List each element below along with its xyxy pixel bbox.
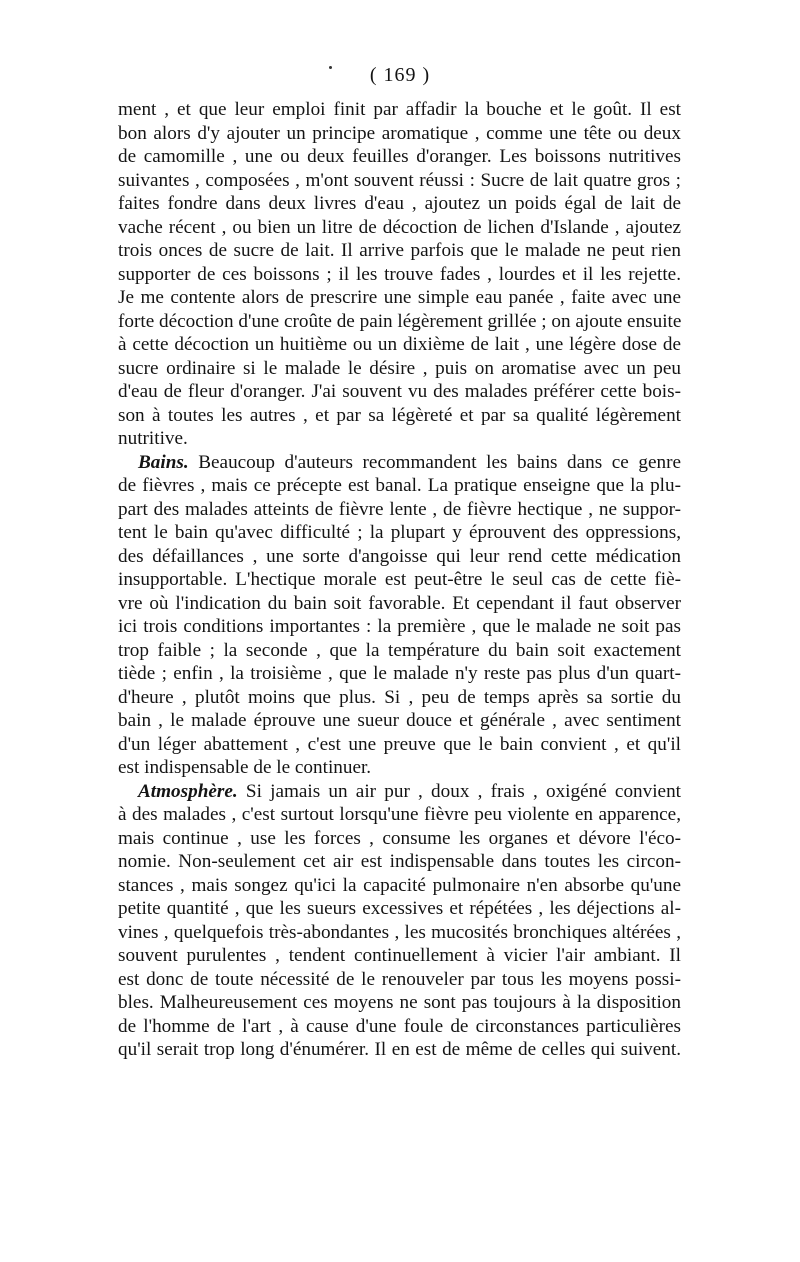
- text-line-rest: Si jamais un air pur , doux , frais , oxigéné convient: [237, 780, 681, 802]
- text-line: petite quantité , que les sueurs excessives et répétées , les déjections al-: [118, 898, 681, 919]
- text-line-rest: Beaucoup d'auteurs recommandent les bains dans ce genre: [188, 451, 681, 473]
- text-line: bain , le malade éprouve une sueur douce et générale , avec sentiment: [118, 710, 681, 731]
- text-line: vache récent , ou bien un litre de décoction de lichen d'Islande , ajoutez: [118, 216, 681, 238]
- text-line: vre où l'indication du bain soit favorable. Et cependant il faut observer: [118, 592, 681, 614]
- text-line: de camomille , une ou deux feuilles d'oranger. Les boissons nutritives: [118, 146, 681, 167]
- text-line: d'eau de fleur d'oranger. J'ai souvent vu des malades préférer cette bois-: [118, 381, 681, 402]
- text-line: nutritive.: [118, 428, 188, 449]
- text-line: bles. Malheureusement ces moyens ne sont pas toujours à la disposition: [118, 992, 681, 1013]
- text-line: part des malades atteints de fièvre lente , de fièvre hectique , ne suppor-: [118, 498, 681, 520]
- text-line: trop faible ; la seconde , que la température du bain soit exactement: [118, 639, 681, 661]
- text-line: bon alors d'y ajouter un principe aromatique , comme une tête ou deux: [118, 122, 681, 144]
- paragraph-bains: [118, 451, 681, 780]
- text-line: d'heure , plutôt moins que plus. Si , peu de temps après sa sortie du: [118, 686, 681, 708]
- text-line: son à toutes les autres , et par sa légèreté et par sa qualité légèrement: [118, 404, 681, 426]
- text-line: à des malades , c'est surtout lorsqu'une fièvre peu violente en apparence,: [118, 804, 681, 825]
- text-line: Je me contente alors de prescrire une simple eau panée , faite avec une: [118, 287, 681, 308]
- text-line: souvent purulentes , tendent continuellement à vicier l'air ambiant. Il: [118, 945, 681, 966]
- text-line: insupportable. L'hectique morale est peut-être le seul cas de cette fiè-: [118, 569, 681, 590]
- text-line: supporter de ces boissons ; il les trouve fades , lourdes et il les rejette.: [118, 263, 681, 285]
- text-line: est indispensable de le continuer.: [118, 757, 372, 778]
- text-line: ment , et que leur emploi finit par affadir la bouche et le goût. Il est: [118, 99, 681, 120]
- body-text: [118, 98, 681, 1062]
- text-line: qu'il serait trop long d'énumérer. Il en est de même de celles qui suivent.: [118, 1039, 681, 1060]
- text-line: trois onces de sucre de lait. Il arrive parfois que le malade ne peut rien: [118, 240, 681, 261]
- text-line: vines , quelquefois très-abondantes , les mucosités bronchiques altérées ,: [118, 921, 681, 943]
- text-line: est donc de toute nécessité de le renouveler par tous les moyens possi-: [118, 968, 681, 990]
- text-line: sucre ordinaire si le malade le désire , puis on aromatise avec un peu: [118, 357, 681, 379]
- text-line: d'un léger abattement , c'est une preuve que le bain convient , et qu'il: [118, 733, 681, 755]
- text-line: de l'homme de l'art , à cause d'une foule de circonstances particulières: [118, 1015, 681, 1037]
- text-line: ici trois conditions importantes : la première , que le malade ne soit pas: [118, 616, 681, 637]
- text-line: tent le bain qu'avec difficulté ; la plupart y éprouvent des oppressions,: [118, 522, 681, 543]
- page-number: ( 169 ): [369, 64, 431, 86]
- text-line: [118, 451, 681, 475]
- paragraph-atmosphere: [118, 780, 681, 1062]
- text-line: nomie. Non-seulement cet air est indispensable dans toutes les circon-: [118, 851, 681, 872]
- text-line: stances , mais songez qu'ici la capacité pulmonaire n'en absorbe qu'une: [118, 874, 681, 896]
- text-line: à cette décoction un huitième ou un dixième de lait , une légère dose de: [118, 334, 681, 355]
- text-line: forte décoction d'une croûte de pain légèrement grillée ; on ajoute ensuite: [118, 310, 681, 332]
- text-line: de fièvres , mais ce précepte est banal. La pratique enseigne que la plu-: [118, 475, 681, 496]
- text-line: tiède ; enfin , la troisième , que le malade n'y reste pas plus d'un quart-: [118, 663, 681, 684]
- section-heading-atmosphere: Atmosphère.: [138, 780, 238, 802]
- text-line: suivantes , composées , m'ont souvent réussi : Sucre de lait quatre gros ;: [118, 169, 681, 191]
- text-line: faites fondre dans deux livres d'eau , ajoutez un poids égal de lait de: [118, 193, 681, 214]
- section-heading-bains: Bains.: [138, 451, 189, 473]
- text-line: [118, 780, 681, 804]
- text-line: mais continue , use les forces , consume les organes et dévore l'éco-: [118, 827, 681, 849]
- text-line: des défaillances , une sorte d'angoisse qui leur rend cette médication: [118, 545, 681, 567]
- paragraph-boissons: [118, 98, 681, 451]
